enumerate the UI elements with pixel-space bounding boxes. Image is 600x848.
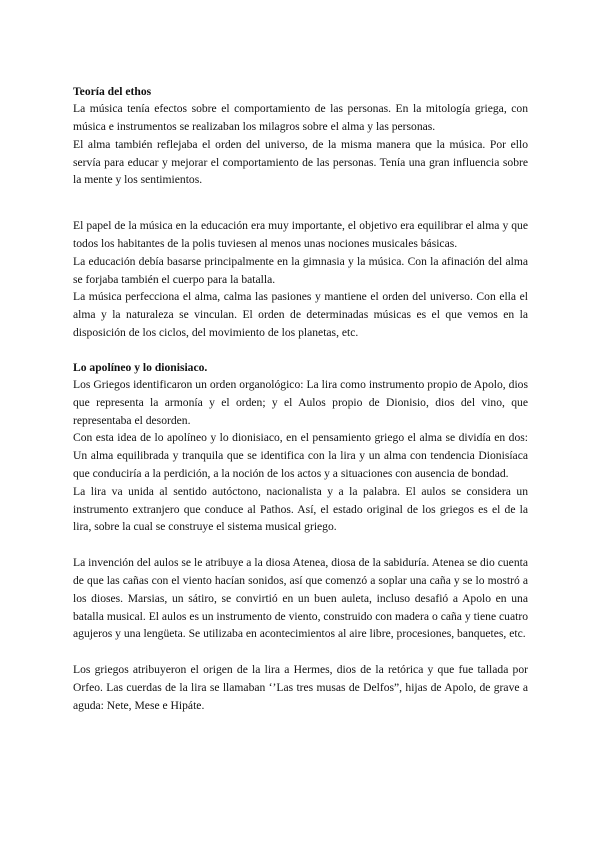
paragraph: Con esta idea de lo apolíneo y lo dionisiaco, en el pensamiento griego el alma se dividía en dos: Un alma equilibrada y tranquila que se identifica con la lira y un alma con tendencia Dionisíaca que conduciría a la perdición, a la noción de los actos y a situaciones con ausencia de bondad. (73, 431, 528, 480)
spacer (73, 643, 528, 661)
spacer (73, 536, 528, 554)
paragraph: La música tenía efectos sobre el comportamiento de las personas. En la mitología griega, con música e instrumentos se realizaban los milagros sobre el alma y las personas. (73, 102, 528, 133)
paragraph: El papel de la música en la educación era muy importante, el objetivo era equilibrar el alma y que todos los habitantes de la polis tuviesen al menos unas nociones musicales básicas. (73, 219, 528, 250)
section-heading-ethos: Teoría del ethos (73, 85, 152, 98)
paragraph: La educación debía basarse principalmente en la gimnasia y la música. Con la afinación del alma se forjaba también el cuerpo para la batalla. (73, 254, 528, 286)
paragraph: Los griegos atribuyeron el origen de la lira a Hermes, dios de la retórica y que fue tallada por Orfeo. Las cuerdas de la lira se llamaban ‘’Las tres musas de Delfos”, hijas de Apolo, de grave a aguda: Nete, Mese e Hipáte. (73, 663, 528, 712)
section-heading-apolineo: Lo apolíneo y lo dionisiaco. (73, 360, 208, 374)
paragraph: Los Griegos identificaron un orden organológico: La lira como instrumento propio de Apolo, dios que representa la armonía y el orden; y el Aulos propio de Dionisio, dios del vino, que representaba el desorden. (73, 377, 528, 427)
paragraph: La invención del aulos se le atribuye a la diosa Atenea, diosa de la sabiduría. Atenea se dio cuenta de que las cañas con el viento hacían sonidos, así que comenzó a soplar una caña y se lo mostró a los dioses. Marsias, un sátiro, se convirtió en un buen auleta, incluso desafió a Apolo en una batalla musical. El aulos es un instrumento de viento, construido con madera o caña y tiene cuatro agujeros y una lengüeta. Se utilizaba en acontecimientos al aire libre, procesiones, banquetes, etc. (73, 556, 528, 641)
paragraph: La música perfecciona el alma, calma las pasiones y mantiene el orden del universo. Con ella el alma y la naturaleza se vinculan. El orden de determinadas músicas es el que vemos en la disposición de los ciclos, del movimiento de los planetas, etc. (73, 290, 528, 339)
spacer (73, 189, 528, 217)
spacer (73, 342, 528, 360)
paragraph: El alma también reflejaba el orden del universo, de la misma manera que la música. Por ello servía para educar y mejorar el comportamiento de las personas. Tenía una gran influencia sobre la mente y los sentimientos. (73, 137, 528, 187)
paragraph: La lira va unida al sentido autóctono, nacionalista y a la palabra. El aulos se considera un instrumento extranjero que conduce al Pathos. Así, el estado original de los griegos es el de la lira, sobre la cual se construye el sistema musical griego. (73, 484, 528, 534)
